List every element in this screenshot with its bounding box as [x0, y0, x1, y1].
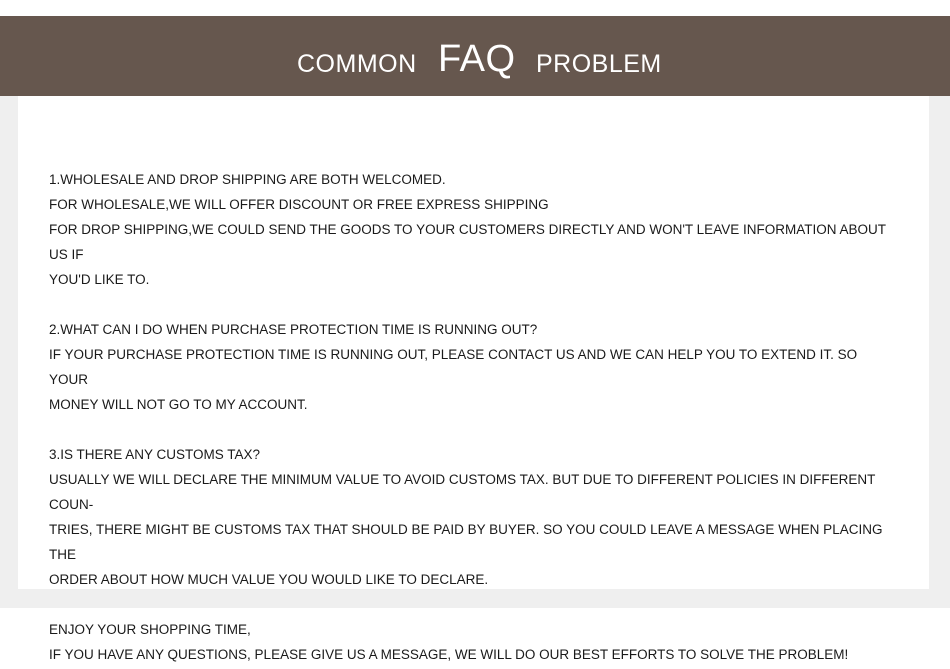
- header-problem-word: PROBLEM: [536, 50, 662, 78]
- faq-answer-1-line: FOR WHOLESALE,WE WILL OFFER DISCOUNT OR FREE EXPRESS SHIPPING: [49, 197, 549, 212]
- faq-answer-3-line: TRIES, THERE MIGHT BE CUSTOMS TAX THAT SHOULD BE PAID BY BUYER. SO YOU COULD LEAVE A MESSAGE WHEN PLACING THE: [49, 522, 883, 562]
- faq-question-2: 2.WHAT CAN I DO WHEN PURCHASE PROTECTION TIME IS RUNNING OUT?: [49, 322, 538, 337]
- paragraph-spacer: [49, 292, 899, 317]
- faq-question-3: 3.IS THERE ANY CUSTOMS TAX?: [49, 447, 261, 462]
- faq-answer-3-line: USUALLY WE WILL DECLARE THE MINIMUM VALUE TO AVOID CUSTOMS TAX. BUT DUE TO DIFFERENT POLICIES IN DIFFERENT COUN-: [49, 472, 876, 512]
- closing-message: IF YOU HAVE ANY QUESTIONS, PLEASE GIVE US A MESSAGE, WE WILL DO OUR BEST EFFORTS TO SOLVE THE PROBLEM!: [49, 647, 849, 662]
- faq-content-card: [18, 96, 929, 662]
- closing-greeting: ENJOY YOUR SHOPPING TIME,: [49, 622, 251, 637]
- faq-text-block: [49, 167, 899, 667]
- paragraph-spacer: [49, 592, 899, 617]
- header-faq-title: FAQ: [438, 38, 516, 80]
- header-common-word: COMMON: [297, 50, 417, 78]
- faq-header-banner: [0, 16, 950, 96]
- faq-answer-2-line: MONEY WILL NOT GO TO MY ACCOUNT.: [49, 397, 308, 412]
- faq-answer-1-line: FOR DROP SHIPPING,WE COULD SEND THE GOODS TO YOUR CUSTOMERS DIRECTLY AND WON'T LEAVE INFORMATION ABOUT US IF: [49, 222, 886, 262]
- faq-question-1: 1.WHOLESALE AND DROP SHIPPING ARE BOTH WELCOMED.: [49, 172, 446, 187]
- paragraph-spacer: [49, 417, 899, 442]
- faq-answer-3-line: ORDER ABOUT HOW MUCH VALUE YOU WOULD LIKE TO DECLARE.: [49, 572, 489, 587]
- faq-answer-2-line: IF YOUR PURCHASE PROTECTION TIME IS RUNNING OUT, PLEASE CONTACT US AND WE CAN HELP YOU TO EXTEND IT. SO YOUR: [49, 347, 858, 387]
- faq-answer-1-line: YOU'D LIKE TO.: [49, 272, 150, 287]
